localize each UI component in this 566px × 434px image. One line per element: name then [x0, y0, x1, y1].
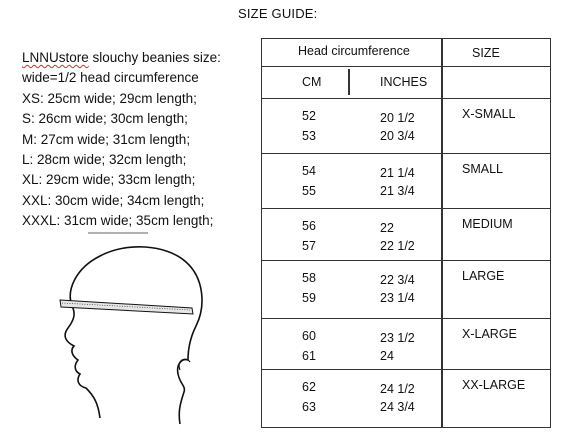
table-row	[262, 261, 550, 319]
inches-value: 21 1/4	[380, 166, 415, 180]
brand-name: LNNUstore	[22, 50, 89, 65]
cm-value: 60	[302, 329, 316, 343]
table-row	[262, 99, 550, 154]
inches-value: 22	[380, 221, 394, 235]
cm-value: 53	[302, 129, 316, 143]
size-value: MEDIUM	[462, 217, 513, 231]
notes-line: XL: 29cm wide; 33cm length;	[22, 172, 196, 188]
size-value: SMALL	[462, 162, 503, 176]
notes-line: wide=1/2 head circumference	[22, 70, 199, 86]
table-header-row	[262, 39, 550, 67]
cm-value: 63	[302, 400, 316, 414]
size-notes	[22, 48, 221, 232]
size-header: SIZE	[472, 46, 500, 60]
notes-line: M: 27cm wide; 31cm length;	[22, 131, 191, 147]
inches-value: 24 3/4	[380, 400, 415, 414]
notes-line: L: 28cm wide; 32cm length;	[22, 152, 187, 168]
notes-line: S: 26cm wide; 30cm length;	[22, 111, 188, 127]
inches-value: 23 1/2	[380, 331, 415, 345]
head-measurement-illustration	[40, 228, 230, 428]
cm-value: 56	[302, 219, 316, 233]
table-subheader-row	[262, 67, 550, 99]
page-title: SIZE GUIDE:	[238, 6, 318, 21]
notes-line: XXL: 30cm wide; 34cm length;	[22, 192, 205, 208]
size-value: XX-LARGE	[462, 378, 526, 392]
notes-heading-rest: slouchy beanies size:	[88, 50, 221, 65]
inches-value: 22 1/2	[380, 239, 415, 253]
table-row	[262, 209, 550, 261]
cm-value: 62	[302, 380, 316, 394]
inches-header: INCHES	[380, 75, 428, 89]
table-row	[262, 319, 550, 370]
cm-value: 52	[302, 109, 316, 123]
notes-heading	[22, 48, 221, 68]
cm-value: 55	[302, 184, 316, 198]
cm-header: CM	[302, 75, 322, 89]
table-row	[262, 154, 550, 209]
inches-value: 24 1/2	[380, 382, 415, 396]
cm-inches-divider	[348, 69, 350, 95]
inches-value: 20 1/2	[380, 111, 415, 125]
notes-line: XS: 25cm wide; 29cm length;	[22, 90, 197, 106]
size-value: X-LARGE	[462, 327, 517, 341]
cm-value: 58	[302, 271, 316, 285]
inches-value: 20 3/4	[380, 129, 415, 143]
inches-value: 23 1/4	[380, 291, 415, 305]
table-row	[262, 370, 550, 426]
inches-value: 24	[380, 349, 394, 363]
cm-value: 57	[302, 239, 316, 253]
cm-value: 61	[302, 349, 316, 363]
size-value: X-SMALL	[462, 107, 516, 121]
head-circumference-header: Head circumference	[298, 44, 410, 58]
size-value: LARGE	[462, 269, 505, 283]
cm-value: 59	[302, 291, 316, 305]
cm-value: 54	[302, 164, 316, 178]
size-table	[261, 38, 551, 428]
notes-line: XXXL: 31cm wide; 35cm length;	[22, 213, 214, 229]
inches-value: 21 3/4	[380, 184, 415, 198]
inches-value: 22 3/4	[380, 273, 415, 287]
